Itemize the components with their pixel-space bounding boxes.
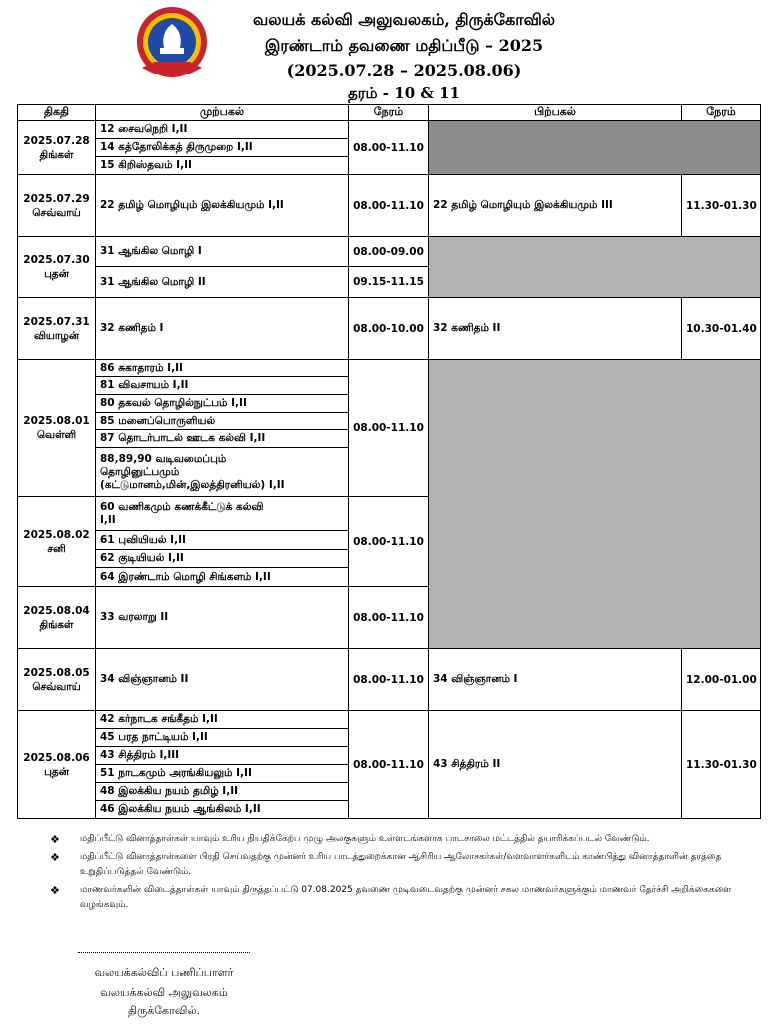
subject-cell: 12 சைவநெறி I,II (96, 121, 349, 139)
instructions-list (50, 832, 750, 916)
table-row (18, 360, 761, 377)
time-cell: 09.15-11.15 (349, 267, 429, 298)
time-cell: 08.00-10.00 (349, 298, 429, 360)
subject-cell: 80 தகவல் தொழில்நுட்பம் I,II (96, 395, 349, 413)
subject-cell: 33 வரலாறு II (96, 587, 349, 649)
time-cell: 12.00-01.00 (682, 649, 761, 711)
subject-cell: 43 சித்திரம் I,III (96, 747, 349, 765)
instruction-item (50, 850, 750, 880)
time-cell: 08.00-11.10 (349, 175, 429, 237)
zonal-education-office-logo (130, 4, 214, 84)
time-cell: 10.30-01.40 (682, 298, 761, 360)
header-afternoon: பிற்பகல் (429, 105, 682, 121)
table-header-row (18, 105, 761, 121)
subject-cell: 87 தொடர்பாடல் ஊடக கல்வி I,II (96, 430, 349, 448)
subject-cell: 61 புவியியல் I,II (96, 531, 349, 550)
signatory-place: திருக்கோவில். (128, 1004, 200, 1017)
date-cell (18, 175, 96, 237)
date-value: 2025.07.29 (23, 192, 90, 205)
date-cell (18, 711, 96, 819)
table-row (18, 175, 761, 237)
instruction-item (50, 883, 750, 913)
day-value: திங்கள் (39, 148, 74, 161)
subject-cell: 51 நாடகமும் அரங்கியலும் I,II (96, 765, 349, 783)
time-cell: 08.00-11.10 (349, 121, 429, 175)
date-value: 2025.08.02 (23, 528, 90, 541)
date-cell (18, 121, 96, 175)
time-cell: 08.00-11.10 (349, 711, 429, 819)
signature-line (78, 952, 250, 953)
time-cell: 08.00-11.10 (349, 587, 429, 649)
subject-cell (96, 497, 349, 531)
subject-cell: 64 இரண்டாம் மொழி சிங்களம் I,II (96, 568, 349, 587)
table-row (18, 649, 761, 711)
table-row (18, 298, 761, 360)
subject-cell: 31 ஆங்கில மொழி I (96, 237, 349, 267)
date-value: 2025.08.06 (23, 751, 90, 764)
assessment-title: இரண்டாம் தவணை மதிப்பீடு – 2025 (264, 36, 544, 55)
table-row (18, 237, 761, 267)
time-cell: 08.00-11.10 (349, 497, 429, 587)
subject-cell: 32 கணிதம் I (96, 298, 349, 360)
subject-line: I,II (100, 513, 116, 526)
subject-cell: 45 பரத நாட்டியம் I,II (96, 729, 349, 747)
date-value: 2025.07.31 (23, 315, 90, 328)
subject-cell: 31 ஆங்கில மொழி II (96, 267, 349, 298)
date-cell (18, 360, 96, 497)
instruction-text: மதிப்பீட்டு வினாத்தாள்கள் யாவும் உரிய நியதிக்கேற்ப முழு அலகுகளும் உள்ளடங்களாக பாடசாலை மட்டத்தில் தயாரிக்கப்படல் வேண்டும். (80, 834, 650, 844)
empty-shaded-cell (429, 237, 761, 298)
date-value: 2025.08.05 (23, 666, 90, 679)
table-row (18, 121, 761, 139)
subject-line: 60 வணிகமும் கணக்கீட்டுக் கல்வி (100, 500, 264, 513)
header-time-pm: நேரம் (682, 105, 761, 121)
date-value: 2025.08.04 (23, 604, 90, 617)
day-value: செவ்வாய் (32, 206, 81, 219)
subject-line: (கட்டுமானம்,மின்,இலத்திரனியல்) I,II (100, 478, 285, 491)
date-value: 2025.08.01 (23, 415, 90, 427)
subject-cell: 15 கிறிஸ்தவம் I,II (96, 157, 349, 175)
empty-shaded-cell (429, 360, 761, 649)
date-cell (18, 237, 96, 298)
signatory-office: வலயக்கல்வி அலுவலகம் (100, 986, 228, 999)
day-value: செவ்வாய் (32, 680, 81, 693)
time-cell: 08.00-11.10 (349, 649, 429, 711)
header-time-am: நேரம் (349, 105, 429, 121)
subject-cell: 86 சுகாதாரம் I,II (96, 360, 349, 377)
day-value: வெள்ளி (36, 429, 77, 441)
header-morning: முற்பகல் (96, 105, 349, 121)
time-cell: 08.00-09.00 (349, 237, 429, 267)
instruction-text: மாணவர்களின் விடைத்தாள்கள் யாவும் திருத்தப்பட்டு 07.08.2025 தவணை முடிவடைவதற்கு முன்னர் சகல மாணவர்களுக்கும் மாணவர் தேர்ச்சி அறிக்கைகளை வழங்கவும். (80, 885, 732, 910)
date-cell (18, 649, 96, 711)
date-range: (2025.07.28 – 2025.08.06) (286, 61, 522, 80)
subject-line: தொழினுட்பமும் (100, 465, 180, 478)
header-date: திகதி (18, 105, 96, 121)
date-value: 2025.07.30 (23, 254, 90, 266)
subject-cell: 34 விஞ்ஞானம் I (429, 649, 682, 711)
date-cell (18, 298, 96, 360)
subject-cell: 42 கர்நாடக சங்கீதம் I,II (96, 711, 349, 729)
subject-cell: 85 மனைப்பொருளியல் (96, 413, 349, 430)
signatory-title: வலயக்கல்விப் பணிப்பாளர் (94, 966, 234, 979)
office-title: வலயக் கல்வி அலுவலகம், திருக்கோவில் (252, 10, 556, 29)
grade-label: தரம் - 10 & 11 (348, 84, 460, 102)
time-cell: 11.30-01.30 (682, 711, 761, 819)
diamond-bullet-icon: ❖ (50, 884, 60, 897)
day-value: வியாழன் (33, 329, 80, 342)
subject-cell: 32 கணிதம் II (429, 298, 682, 360)
subject-cell: 22 தமிழ் மொழியும் இலக்கியமும் I,II (96, 175, 349, 237)
subject-cell: 34 விஞ்ஞானம் II (96, 649, 349, 711)
subject-cell: 14 கத்தோலிக்கத் திருமுறை I,II (96, 139, 349, 157)
day-value: திங்கள் (39, 618, 74, 631)
subject-cell (96, 448, 349, 497)
instruction-text: மதிப்பீட்டு வினாத்தாள்களை பிரதி செய்வதற்கு முன்னர் உரிய பாடத்துறைக்கான ஆசிரிய ஆலோசகர்கள்/வளவாளர்களிடம் காண்பித்து வினாத்தாளின் தரத்தை உறுதிப்படுத்தல் வேண்டும். (80, 852, 722, 877)
diamond-bullet-icon: ❖ (50, 833, 60, 846)
subject-cell: 22 தமிழ் மொழியும் இலக்கியமும் III (429, 175, 682, 237)
subject-cell: 43 சித்திரம் II (429, 711, 682, 819)
day-value: சனி (47, 542, 66, 555)
time-cell: 11.30-01.30 (682, 175, 761, 237)
instruction-item (50, 832, 750, 847)
date-value: 2025.07.28 (23, 134, 90, 147)
subject-cell: 62 குடியியல் I,II (96, 550, 349, 568)
time-cell: 08.00-11.10 (349, 360, 429, 497)
day-value: புதன் (44, 268, 69, 280)
empty-shaded-cell (429, 121, 761, 175)
day-value: புதன் (44, 765, 69, 778)
subject-cell: 46 இலக்கிய நயம் ஆங்கிலம் I,II (96, 801, 349, 819)
date-cell (18, 497, 96, 587)
date-cell (18, 587, 96, 649)
diamond-bullet-icon: ❖ (50, 851, 60, 864)
table-row (18, 711, 761, 729)
subject-cell: 81 விவசாயம் I,II (96, 377, 349, 395)
subject-cell: 48 இலக்கிய நயம் தமிழ் I,II (96, 783, 349, 801)
subject-line: 88,89,90 வடிவமைப்பும் (100, 452, 227, 465)
exam-timetable (17, 104, 761, 819)
